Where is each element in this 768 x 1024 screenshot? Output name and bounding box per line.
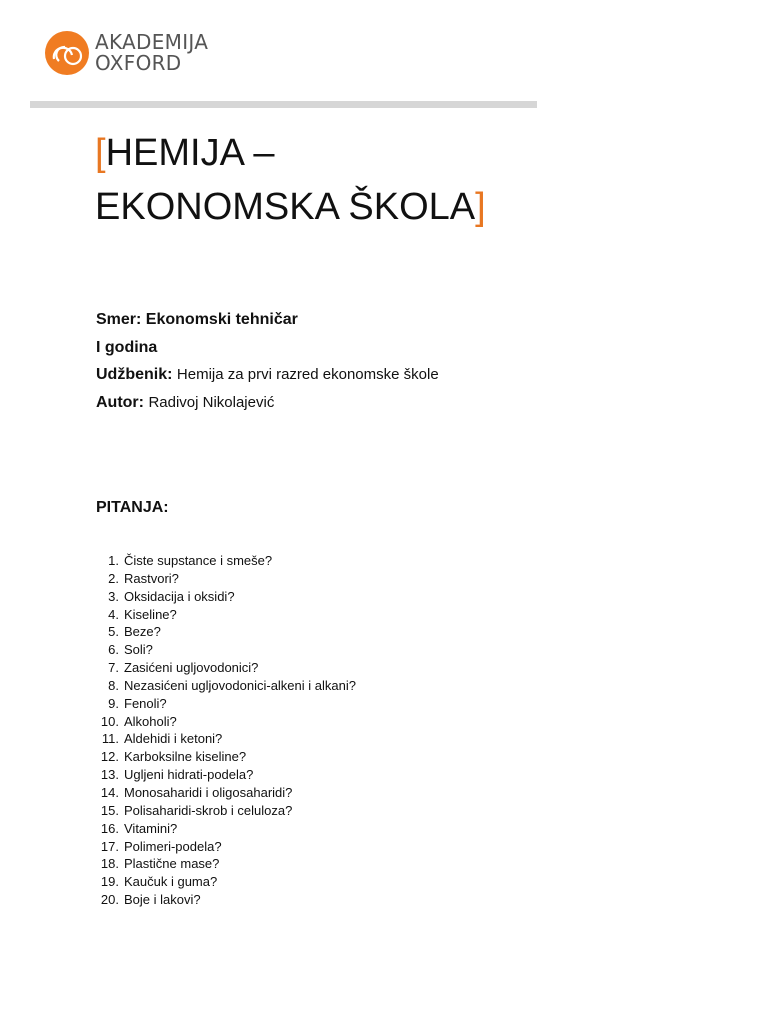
item-text: Fenoli? <box>124 695 167 711</box>
list-item <box>96 873 356 891</box>
logo-mark-icon <box>45 31 89 75</box>
title-line-2: EKONOMSKA ŠKOLA <box>95 186 476 228</box>
item-number: 14. <box>100 784 119 800</box>
item-text: Ugljeni hidrati-podela? <box>124 767 254 783</box>
smer-line: Smer: Ekonomski tehničar <box>96 311 298 328</box>
item-number: 19. <box>100 874 119 890</box>
course-info <box>96 306 696 416</box>
item-text: Beze? <box>124 624 161 640</box>
autor-line <box>96 389 696 417</box>
logo-line-1: AKADEMIJA <box>95 30 209 54</box>
list-item <box>96 695 356 713</box>
item-text: Čiste supstance i smeše? <box>124 553 273 568</box>
item-text: Vitamini? <box>124 820 178 836</box>
list-item <box>96 784 356 802</box>
item-number: 2. <box>108 570 119 586</box>
list-item <box>96 891 356 909</box>
udzbenik-line <box>96 361 696 389</box>
item-text: Kiseline? <box>124 606 177 622</box>
logo-text <box>95 32 208 74</box>
title-close-bracket: ] <box>475 186 486 228</box>
item-text: Aldehidi i ketoni? <box>124 731 223 747</box>
godina-line: I godina <box>96 338 158 356</box>
item-text: Alkoholi? <box>124 713 177 729</box>
list-item <box>96 713 356 731</box>
item-number: 5. <box>108 624 119 640</box>
list-item <box>96 748 356 766</box>
item-number: 3. <box>108 588 119 604</box>
item-text: Karboksilne kiseline? <box>124 749 247 765</box>
item-text: Soli? <box>124 642 153 658</box>
list-item <box>96 588 356 606</box>
list-item <box>96 641 356 659</box>
akademija-oxford-logo <box>45 30 220 78</box>
item-text: Oksidacija i oksidi? <box>124 588 235 604</box>
item-number: 8. <box>108 677 119 693</box>
item-number: 12. <box>100 749 119 765</box>
autor-value: Radivoj Nikolajević <box>148 393 275 411</box>
item-text: Boje i lakovi? <box>124 892 201 908</box>
item-text: Plastične mase? <box>124 856 220 872</box>
item-text: Polisaharidi-skrob i celuloza? <box>124 802 293 818</box>
item-number: 15. <box>100 802 119 818</box>
item-text: Rastvori? <box>124 570 179 586</box>
list-item <box>96 552 356 570</box>
item-number: 16. <box>100 820 119 836</box>
item-text: Zasićeni ugljovodonici? <box>124 660 259 676</box>
document-title <box>95 126 655 234</box>
title-line-1: HEMIJA – <box>105 132 275 174</box>
udzbenik-value: Hemija za prvi razred ekonomske škole <box>176 366 439 383</box>
list-item <box>96 766 356 784</box>
questions-heading: PITANJA: <box>96 499 169 516</box>
list-item <box>96 623 356 641</box>
item-number: 1. <box>108 553 119 568</box>
list-item <box>96 802 356 820</box>
list-item <box>96 855 356 873</box>
list-item <box>96 677 356 695</box>
logo-line-2: OXFORD <box>95 51 182 75</box>
item-number: 6. <box>108 642 119 658</box>
header-divider <box>30 101 537 108</box>
item-text: Nezasićeni ugljovodonici-alkeni i alkani? <box>124 677 356 693</box>
list-item <box>96 820 356 838</box>
list-item <box>96 838 356 856</box>
item-number: 20. <box>100 892 119 908</box>
item-number: 10. <box>100 713 119 729</box>
item-number: 18. <box>100 856 119 872</box>
questions-list <box>96 552 356 909</box>
item-number: 7. <box>108 660 119 676</box>
title-open-bracket: [ <box>95 132 106 174</box>
item-text: Kaučuk i guma? <box>124 874 218 890</box>
item-number: 9. <box>108 695 119 711</box>
list-item <box>96 659 356 677</box>
udzbenik-label: Udžbenik: <box>96 366 173 383</box>
item-text: Polimeri-podela? <box>124 838 222 854</box>
item-number: 17. <box>100 838 119 854</box>
item-number: 13. <box>100 767 119 783</box>
item-text: Monosaharidi i oligosaharidi? <box>124 784 293 800</box>
list-item <box>96 570 356 588</box>
autor-label: Autor: <box>96 393 144 411</box>
list-item <box>96 606 356 624</box>
list-item <box>96 730 356 748</box>
item-number: 4. <box>108 606 119 622</box>
item-number: 11. <box>101 731 119 747</box>
